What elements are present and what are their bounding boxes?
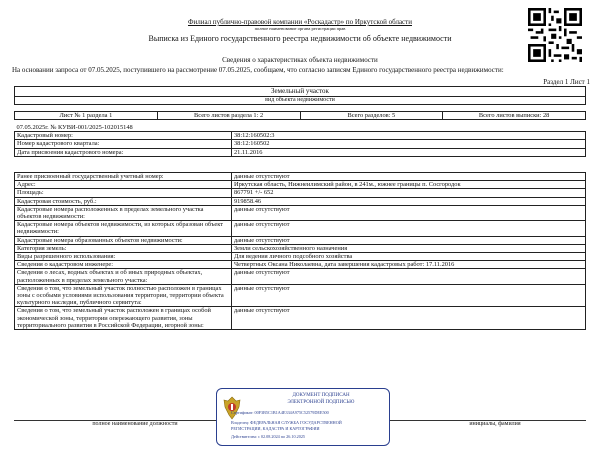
cadastral-info (14, 124, 586, 157)
table-row (15, 221, 586, 236)
cell-label: Кадастровые номера расположенных в пределах земельного участка объектов недвижимости: (15, 205, 232, 220)
table-row (15, 261, 586, 269)
cell-value: 867791 +/- 652 (231, 189, 585, 197)
cell-value: Иркутская область, Нижнеилимский район, в 241м., южнее границы п. Сосгородок (231, 181, 585, 189)
cell-label: Адрес: (15, 181, 232, 189)
cell-label: Кадастровые номера объектов недвижимости, из которых образован объект недвижимости: (15, 221, 232, 236)
cell-value: данные отсутствуют (231, 236, 585, 244)
object-type: Земельный участок (15, 87, 585, 97)
table-row (15, 244, 586, 252)
cell-label: Сведения о том, что земельный участок расположен в границах особой экономической зоны, территории опережающего развития, зоны территориального развития в Российской Федерации, игорной зоны: (15, 307, 232, 330)
doc-title: Выписка из Единого государственного реестра недвижимости об объекте недвижимости (148, 34, 452, 43)
cell-value: данные отсутствуют (231, 307, 585, 330)
cell-label: Ранее присвоенный государственный учетный номер: (15, 173, 232, 181)
table-row (15, 284, 586, 307)
table-row (15, 173, 586, 181)
cell-label: Кадастровая стоимость, руб.: (15, 197, 232, 205)
cell-label: Площадь: (15, 189, 232, 197)
sheet-number: Лист № 1 раздела 1 (15, 112, 158, 120)
cell-value: Земли сельскохозяйственного назначения (231, 244, 585, 252)
cell-value: Четвертных Оксана Николаевна, дата завершения кадастровых работ: 17.11.2016 (231, 261, 585, 269)
name-caption: инициалы, фамилия (469, 421, 521, 427)
coat-of-arms-icon (221, 395, 243, 421)
org-name: Филиал публично-правовой компании «Роскадастр» по Иркутской области (188, 18, 412, 26)
cell-label: Сведения о кадастровом инженере: (15, 261, 232, 269)
table-row (15, 197, 586, 205)
cell-value: данные отсутствуют (231, 284, 585, 307)
table-row (15, 307, 586, 330)
stamp-certificate: Сертификат: 00F3B5C1B1A4E334A975C52579DEE500 (231, 410, 329, 415)
org-subtitle: полное наименование органа регистрации прав (254, 26, 346, 31)
cell-value: данные отсутствуют (231, 221, 585, 236)
stamp-title: ДОКУМЕНТ ПОДПИСАН (292, 393, 350, 398)
cell-value: 919858.46 (231, 197, 585, 205)
sections-total: Всего разделов: 5 (300, 112, 443, 120)
cell-label: Сведения о лесах, водных объектах и об иных природных объектах, расположенных в пределах земельного участка: (15, 269, 232, 284)
cell-label: Кадастровые номера образованных объектов недвижимости: (15, 236, 232, 244)
sheet-counters (14, 111, 586, 120)
table-row (15, 181, 586, 189)
section-title: Сведения о характеристиках объекта недвижимости (222, 56, 378, 64)
table-row (15, 269, 586, 284)
stamp-subtitle: ЭЛЕКТРОННОЙ ПОДПИСЬЮ (287, 400, 355, 405)
stamp-owner-2: РЕГИСТРАЦИИ, КАДАСТРА И КАРТОГРАФИИ (231, 426, 320, 431)
cell-label: Кадастровый номер: (15, 132, 232, 140)
cell-value: данные отсутствуют (231, 173, 585, 181)
cell-label: Категория земель: (15, 244, 232, 252)
section-label: Раздел 1 Лист 1 (543, 78, 590, 86)
intro-text: На основании запроса от 07.05.2025, поступившего на рассмотрение 07.05.2025, сообщаем, что согласно записям Единого государственного реестра недвижимости: (12, 66, 504, 74)
table-row (15, 253, 586, 261)
cell-value: Для ведения личного подсобного хозяйства (231, 253, 585, 261)
request-number: 07.05.2025г. № КУВИ-001/2025-102015148 (15, 124, 586, 132)
qr-code (528, 8, 582, 62)
cell-label: Дата присвоения кадастрового номера: (15, 148, 232, 156)
position-caption: полное наименование должности (92, 421, 178, 427)
table-row (15, 132, 586, 140)
cell-value: данные отсутствуют (231, 205, 585, 220)
object-type-box (14, 86, 586, 105)
cell-value: данные отсутствуют (231, 269, 585, 284)
details-table (14, 172, 586, 330)
cell-label: Виды разрешенного использования: (15, 253, 232, 261)
cell-label: Номер кадастрового квартала: (15, 140, 232, 148)
stamp-owner: Владелец: ФЕДЕРАЛЬНАЯ СЛУЖБА ГОСУДАРСТВЕННОЙ (231, 420, 342, 425)
table-row (15, 148, 586, 156)
cell-label: Сведения о том, что земельный участок полностью расположен в границах зоны с особыми условиями использования территории, территории объекта культурного наследия, публичного сервитута: (15, 284, 232, 307)
cadastral-quarter: 38:12:160502 (231, 140, 585, 148)
table-row (15, 205, 586, 220)
e-signature-stamp (216, 388, 390, 446)
cadastral-number: 38:12:160502:3 (231, 132, 585, 140)
stamp-valid: Действителен: с 02.08.2024 по 26.10.2025 (231, 434, 306, 439)
assignment-date: 21.11.2016 (231, 148, 585, 156)
sheets-in-section: Всего листов раздела 1: 2 (157, 112, 300, 120)
table-row (15, 189, 586, 197)
table-row (15, 124, 586, 132)
table-row (15, 140, 586, 148)
object-type-caption: вид объекта недвижимости (265, 97, 335, 103)
sheets-total: Всего листов выписки: 28 (443, 112, 586, 120)
table-row (15, 236, 586, 244)
